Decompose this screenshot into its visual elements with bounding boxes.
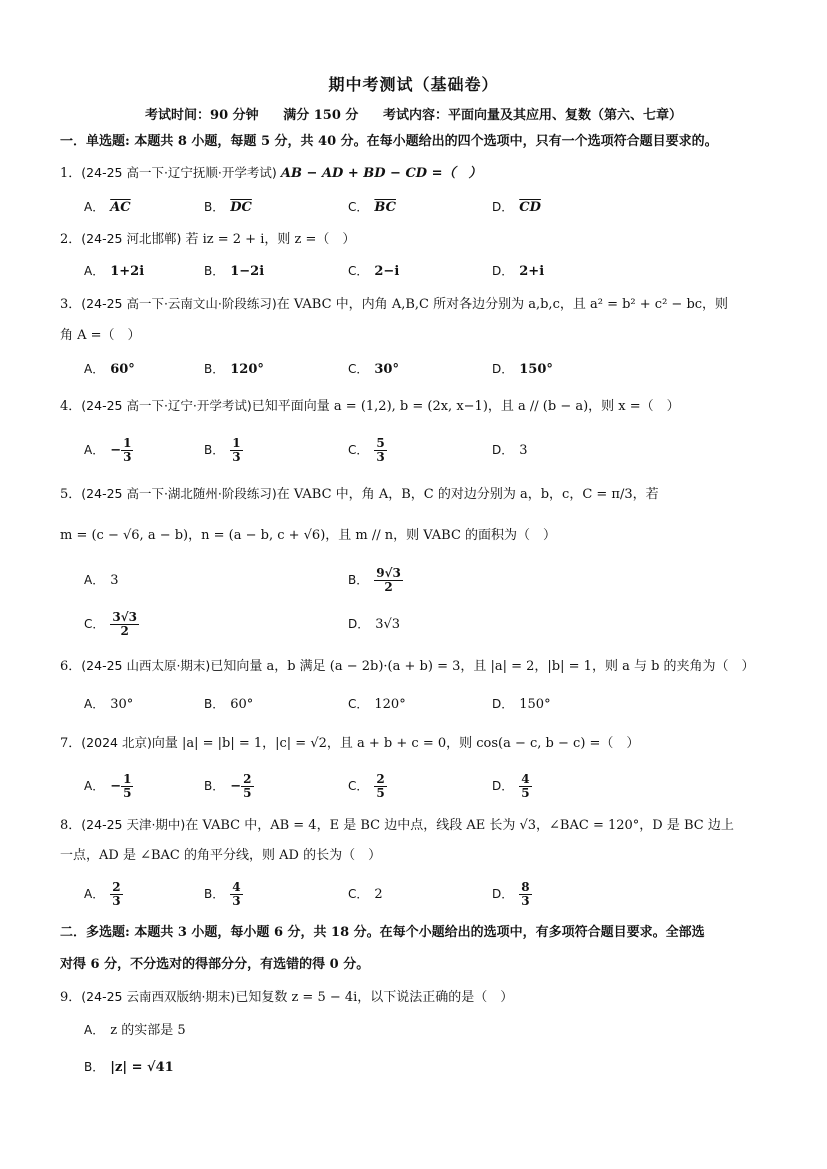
option-value: 2+i <box>519 264 545 279</box>
option-value: $\overline{AC}$ <box>110 200 131 215</box>
option-value: 3 <box>519 443 528 458</box>
question-8 <box>60 810 775 841</box>
fraction: $\frac{3√3}{2}$ <box>112 610 137 638</box>
option-b[interactable]: B． 120° <box>204 362 264 377</box>
fraction: $\frac{9√3}{2}$ <box>376 566 401 594</box>
question-source: (24-25 天津·期中) <box>81 817 186 832</box>
option-value: $\overline{CD}$ <box>519 200 541 215</box>
option-value: 3√3 <box>375 617 401 632</box>
question-stem: 在 VABC 中，内角 A,B,C 所对各边分别为 a,b,c，且 a² = b² + c² − bc，则 <box>276 297 729 312</box>
option-b[interactable]: B． − $\frac{2}{5}$ <box>204 772 252 800</box>
exam-score: 满分 150 分 <box>283 108 359 123</box>
question-4 <box>60 391 775 422</box>
fraction: $\frac{5}{3}$ <box>376 436 385 464</box>
option-a[interactable]: A． 1+2i <box>84 264 145 279</box>
options-q5-row1 <box>84 565 784 595</box>
fraction: $\frac{2}{5}$ <box>376 772 385 800</box>
option-c[interactable]: C． 2−i <box>348 264 400 279</box>
option-c[interactable]: C． 30° <box>348 362 399 377</box>
option-b[interactable]: B． $\frac{9√3}{2}$ <box>348 566 401 594</box>
option-value: 30° <box>110 697 134 712</box>
option-value: 2 <box>374 887 383 902</box>
option-d[interactable]: D． 2+i <box>492 264 545 279</box>
option-value: 60° <box>110 362 135 377</box>
options-q9-b <box>84 1052 784 1082</box>
question-source: (24-25 河北邯郸) <box>81 231 182 246</box>
question-source: (24-25 云南西双版纳·期末) <box>81 989 236 1004</box>
option-c[interactable]: C． 2 <box>348 887 383 902</box>
options-q7 <box>84 771 784 801</box>
option-d[interactable]: D． 150° <box>492 697 551 712</box>
question-5 <box>60 479 775 510</box>
question-stem: 已知平面向量 a = (1,2), b = (2x, x−1)，且 a // (b − a)，则 x =（ ） <box>251 399 680 414</box>
option-a[interactable]: A． 30° <box>84 697 134 712</box>
section-multi-choice-cont: 对得 6 分，不分选对的得部分分，有选错的得 0 分。 <box>60 957 370 972</box>
question-source: (24-25 高一下·湖北随州·阶段练习) <box>81 486 277 501</box>
question-3-cont: 角 A =（ ） <box>60 328 141 343</box>
option-c[interactable]: C． $\overline{BC}$ <box>348 200 396 215</box>
option-b[interactable]: B． $\frac{1}{3}$ <box>204 436 241 464</box>
fraction: $\frac{2}{3}$ <box>112 880 121 908</box>
option-value: 120° <box>374 697 406 712</box>
option-value: 150° <box>519 697 551 712</box>
option-a[interactable]: A． $\overline{AC}$ <box>84 200 131 215</box>
options-q9-a <box>84 1015 784 1045</box>
options-q8 <box>84 879 784 909</box>
option-value: |z| = √41 <box>110 1060 174 1075</box>
question-number: 6． <box>60 659 82 674</box>
option-d[interactable]: D． 3√3 <box>348 617 401 632</box>
question-number: 9． <box>60 990 82 1005</box>
option-a[interactable]: A． z 的实部是 5 <box>84 1023 186 1038</box>
question-number: 3． <box>60 297 82 312</box>
exam-content: 考试内容：平面向量及其应用、复数（第六、七章） <box>382 108 682 123</box>
question-stem: 在 VABC 中，AB = 4，E 是 BC 边中点，线段 AE 长为 √3，∠BAC = 120°，D 是 BC 边上 <box>185 818 734 833</box>
question-stem: 向量 |a| = |b| = 1，|c| = √2，且 a + b + c = 0，则 cos(a − c, b − c) =（ ） <box>151 736 640 751</box>
option-value: 120° <box>230 362 264 377</box>
options-q6 <box>84 689 784 719</box>
question-8-cont: 一点，AD 是 ∠BAC 的角平分线，则 AD 的长为（ ） <box>60 848 382 863</box>
section-single-choice: 一．单选题: 本题共 8 小题，每题 5 分，共 40 分。在每小题给出的四个选项中，只有一个选项符合题目要求的。 <box>60 134 718 149</box>
question-number: 2． <box>60 232 82 247</box>
option-value: 1+2i <box>110 264 145 279</box>
option-value: 3 <box>110 573 119 588</box>
question-6 <box>60 651 775 682</box>
option-a[interactable]: A． − $\frac{1}{5}$ <box>84 772 132 800</box>
fraction: $\frac{4}{5}$ <box>521 772 530 800</box>
question-stem: 若 iz = 2 + i，则 z =（ ） <box>185 232 356 247</box>
question-stem: 在 VABC 中，角 A，B，C 的对边分别为 a，b，c，C = π/3，若 <box>276 487 659 502</box>
question-source: (24-25 山西太原·期末) <box>81 658 211 673</box>
option-b[interactable]: B． 60° <box>204 697 254 712</box>
question-stem: 已知向量 a，b 满足 (a − 2b)·(a + b) = 3，且 |a| = 2，|b| = 1，则 a 与 b 的夹角为（ ） <box>210 659 755 674</box>
question-2 <box>60 224 775 255</box>
option-value: $\overline{DC}$ <box>230 200 252 215</box>
question-1 <box>60 158 775 189</box>
option-d[interactable]: D． 3 <box>492 443 528 458</box>
question-source: (24-25 高一下·辽宁抚顺·开学考试) <box>81 165 277 180</box>
question-number: 1． <box>60 166 82 181</box>
question-source: (2024 北京) <box>81 735 152 750</box>
option-b[interactable]: B． 1−2i <box>204 264 265 279</box>
fraction: $\frac{1}{3}$ <box>232 436 241 464</box>
option-d[interactable]: D． $\frac{8}{3}$ <box>492 880 530 908</box>
question-5-cont: m = (c − √6, a − b)，n = (a − b, c + √6)，且 m // n，则 VABC 的面积为（ ） <box>60 528 557 543</box>
option-value: $\overline{BC}$ <box>374 200 396 215</box>
option-value: 30° <box>374 362 399 377</box>
option-value: 60° <box>230 697 254 712</box>
option-value: z 的实部是 5 <box>110 1023 186 1038</box>
exam-time: 考试时间：90 分钟 <box>145 108 259 123</box>
options-q2 <box>84 256 784 286</box>
option-d[interactable]: D． $\frac{4}{5}$ <box>492 772 530 800</box>
option-value: 2−i <box>374 264 400 279</box>
option-b[interactable]: B． |z| = √41 <box>84 1060 174 1075</box>
options-q3 <box>84 354 784 384</box>
fraction: $\frac{2}{5}$ <box>243 772 252 800</box>
fraction: $\frac{8}{3}$ <box>521 880 530 908</box>
section-multi-choice: 二．多选题: 本题共 3 小题，每小题 6 分，共 18 分。在每个小题给出的选项中，有多项符合题目要求。全部选 <box>60 925 705 940</box>
option-value: 150° <box>519 362 553 377</box>
exam-info <box>0 104 827 123</box>
options-q4 <box>84 435 784 465</box>
option-d[interactable]: D． 150° <box>492 362 553 377</box>
question-number: 8． <box>60 818 82 833</box>
option-value: 1−2i <box>230 264 265 279</box>
fraction: $\frac{1}{3}$ <box>123 436 132 464</box>
option-c[interactable]: C． $\frac{3√3}{2}$ <box>84 610 137 638</box>
option-b[interactable]: B． $\frac{4}{3}$ <box>204 880 241 908</box>
question-stem: 已知复数 z = 5 − 4i，以下说法正确的是（ ） <box>235 990 514 1005</box>
options-q1 <box>84 192 784 222</box>
question-expression: AB − AD + BD − CD =（ ） <box>280 166 482 181</box>
question-number: 5． <box>60 487 82 502</box>
option-b[interactable]: B． $\overline{DC}$ <box>204 200 252 215</box>
question-source: (24-25 高一下·云南文山·阶段练习) <box>81 296 277 311</box>
options-q5-row2 <box>84 609 784 639</box>
option-d[interactable]: D． $\overline{CD}$ <box>492 200 541 215</box>
question-7 <box>60 728 775 759</box>
question-3 <box>60 289 775 320</box>
question-number: 7． <box>60 736 82 751</box>
option-a[interactable]: A． − $\frac{1}{3}$ <box>84 436 132 464</box>
option-a[interactable]: A． 3 <box>84 573 119 588</box>
page-title: 期中考测试（基础卷） <box>328 75 499 94</box>
question-9 <box>60 982 775 1013</box>
question-source: (24-25 高一下·辽宁·开学考试) <box>81 398 252 413</box>
option-c[interactable]: C． $\frac{5}{3}$ <box>348 436 385 464</box>
fraction: $\frac{4}{3}$ <box>232 880 241 908</box>
option-a[interactable]: A． $\frac{2}{3}$ <box>84 880 121 908</box>
option-a[interactable]: A． 60° <box>84 362 135 377</box>
option-c[interactable]: C． $\frac{2}{5}$ <box>348 772 385 800</box>
question-number: 4． <box>60 399 82 414</box>
option-c[interactable]: C． 120° <box>348 697 406 712</box>
fraction: $\frac{1}{5}$ <box>123 772 132 800</box>
